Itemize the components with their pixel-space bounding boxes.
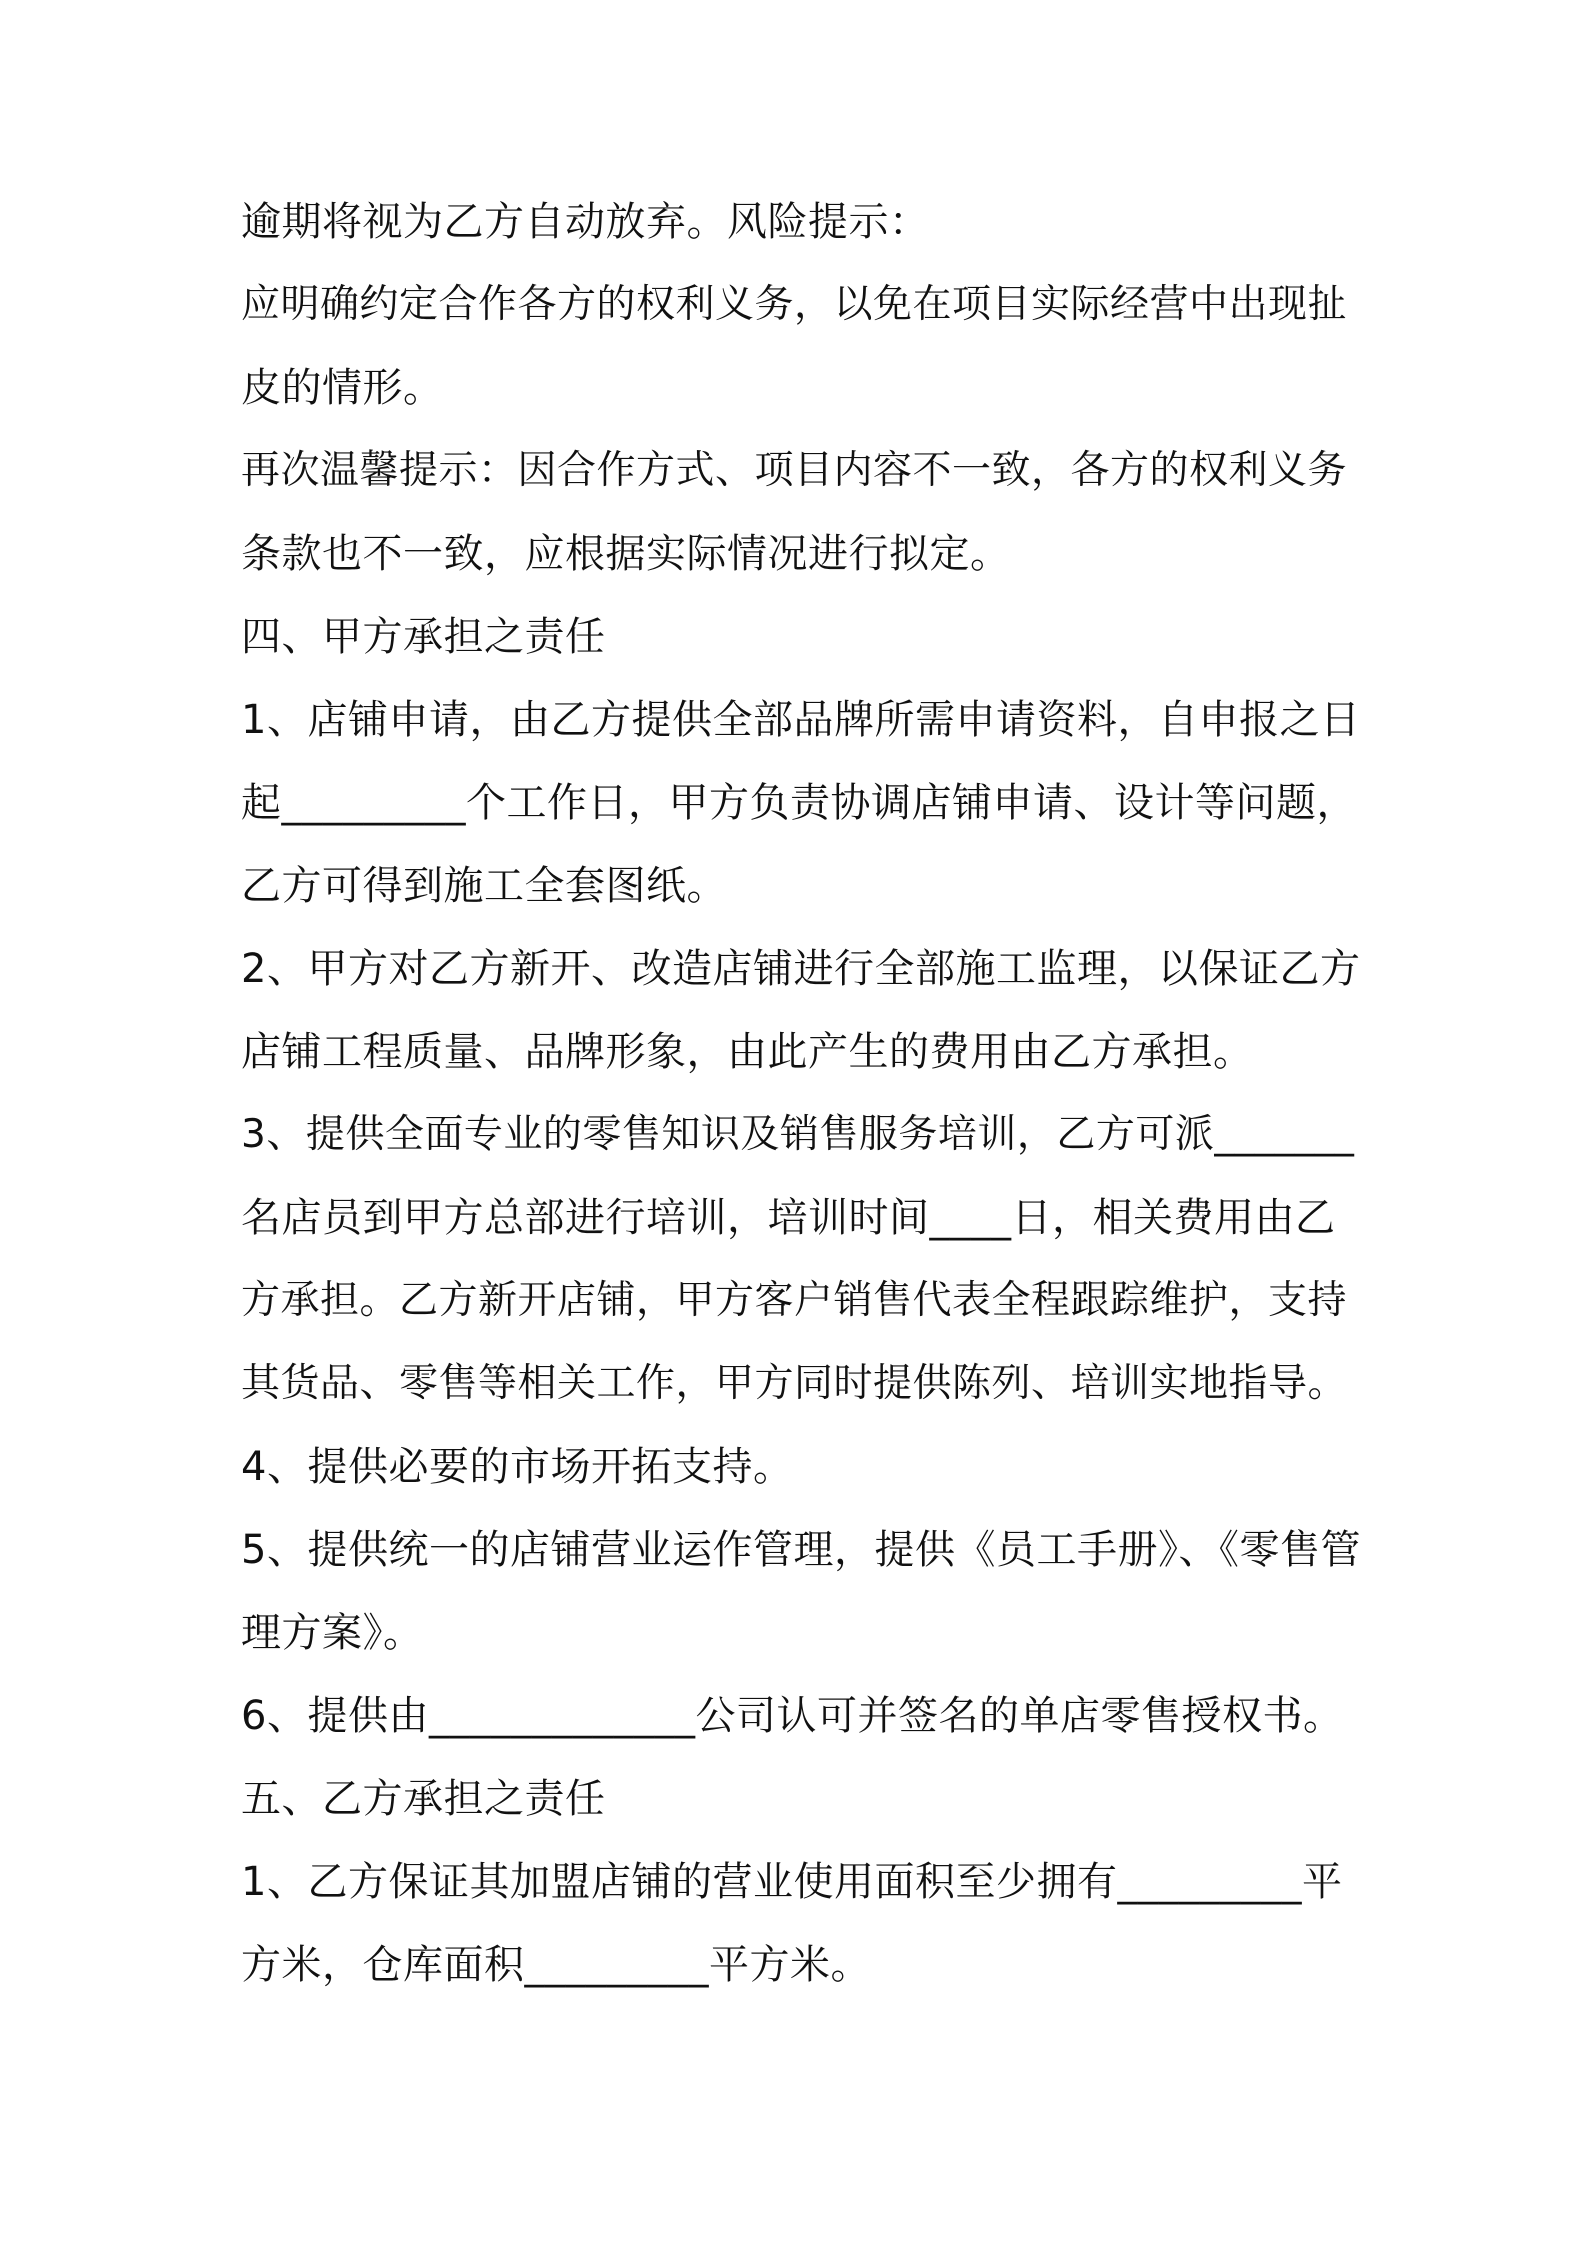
text-line: 2、甲方对乙方新开、改造店铺进行全部施工监理，以保证乙方 [241, 946, 1361, 992]
text-line: 店铺工程质量、品牌形象，由此产生的费用由乙方承担。 [241, 1029, 1254, 1075]
text-line: 理方案》。 [241, 1610, 424, 1656]
text-line: 3、提供全面专业的零售知识及销售服务培训，乙方可派_______ [241, 1112, 1355, 1157]
section-heading: 五、乙方承担之责任 [241, 1776, 606, 1822]
text-line: 1、乙方保证其加盟店铺的营业使用面积至少拥有_________平 [241, 1859, 1343, 1905]
text-line: 方承担。乙方新开店铺，甲方客户销售代表全程跟踪维护，支持 [241, 1278, 1348, 1323]
text-line: 皮的情形。 [241, 365, 444, 411]
text-line: 名店员到甲方总部进行培训，培训时间____日，相关费用由乙 [241, 1195, 1336, 1241]
text-line: 条款也不一致，应根据实际情况进行拟定。 [241, 531, 1011, 577]
text-line: 1、店铺申请，由乙方提供全部品牌所需申请资料，自申报之日 [241, 697, 1361, 743]
text-line: 其货品、零售等相关工作，甲方同时提供陈列、培训实地指导。 [241, 1361, 1348, 1406]
section-heading: 四、甲方承担之责任 [241, 614, 606, 660]
text-line: 方米，仓库面积_________平方米。 [241, 1942, 871, 1988]
text-line: 5、提供统一的店铺营业运作管理，提供《员工手册》、《零售管 [241, 1527, 1361, 1573]
text-line: 应明确约定合作各方的权利义务，以免在项目实际经营中出现扯 [241, 282, 1348, 327]
text-line: 乙方可得到施工全套图纸。 [241, 863, 727, 909]
text-line: 再次温馨提示：因合作方式、项目内容不一致，各方的权利义务 [241, 448, 1348, 493]
text-line: 6、提供由_____________公司认可并签名的单店零售授权书。 [241, 1693, 1344, 1739]
text-line: 逾期将视为乙方自动放弃。风险提示： [241, 199, 930, 245]
text-line: 4、提供必要的市场开拓支持。 [241, 1444, 794, 1490]
text-line: 起_________个工作日，甲方负责协调店铺申请、设计等问题， [241, 780, 1357, 826]
document-body [241, 198, 1361, 2024]
